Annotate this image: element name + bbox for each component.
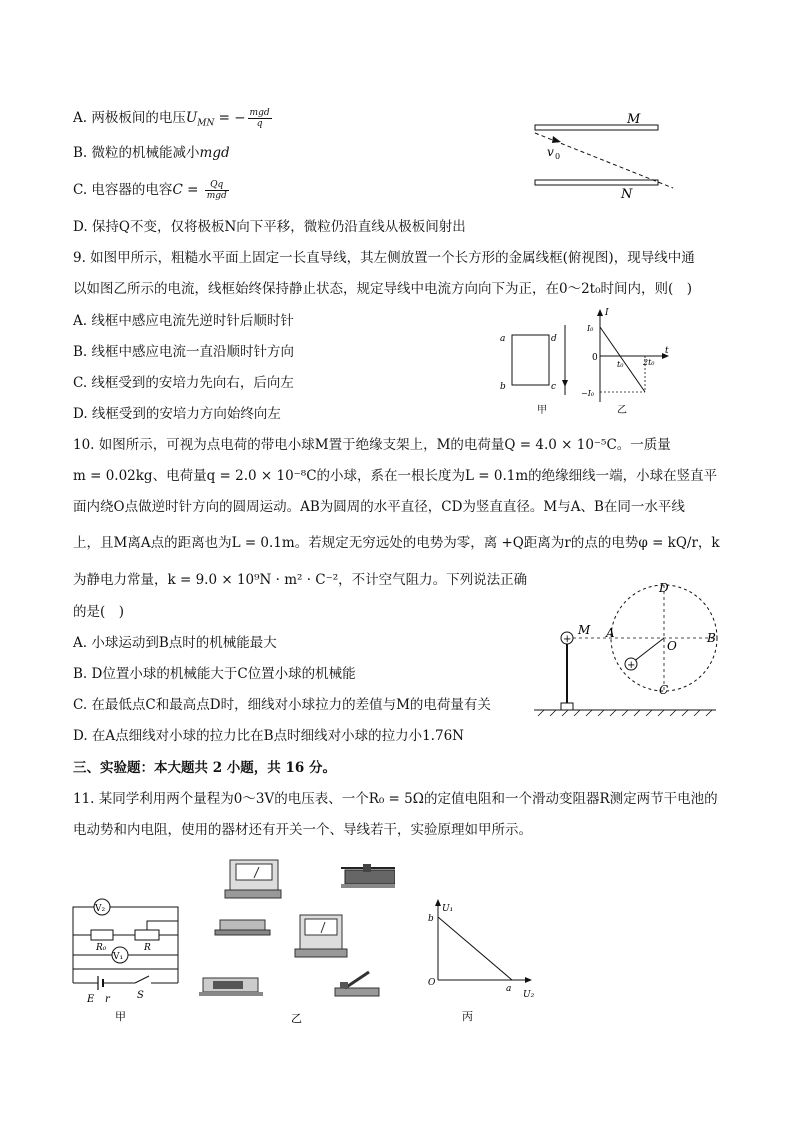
i-axis-arrow (597, 309, 603, 316)
label-neg-i0: −I₀ (581, 389, 595, 398)
plus-icon-ball: + (627, 660, 636, 671)
label-t: t (665, 346, 669, 356)
q8-option-a-sub: MN (197, 118, 215, 129)
label-v0-sub: 0 (555, 152, 561, 161)
q9-figure (495, 305, 680, 420)
q10-option-a: A. 小球运动到B点时的机械能最大 (73, 635, 277, 651)
label-yi: 乙 (291, 1012, 302, 1025)
stand-base (561, 703, 573, 710)
q11-line-1: 11. 某同学利用两个量程为0～3V的电压表、一个R₀ = 5Ω的定值电阻和一个滑动变阻器R测定两节干电池的 (73, 791, 718, 807)
q10-option-d: D. 在A点细线对小球的拉力比在B点时细线对小球的拉力小1.76N (73, 728, 464, 744)
q8-option-a-text: A. 两极板间的电压 (73, 110, 186, 126)
voltmeter-picture-1 (225, 860, 281, 898)
q10-option-b: B. D位置小球的机械能大于C位置小球的机械能 (73, 666, 356, 682)
q9-stem-2: 以如图乙所示的电流，线框始终保持静止状态，规定导线中电流方向向下为正，在0～2t₀时间内，则( ) (73, 281, 693, 297)
q9-stem-1: 9. 如图甲所示，粗糙水平面上固定一长直导线，其左侧放置一个长方形的金属线框(俯视图)，现导线中通 (73, 250, 695, 266)
label-r0: R₀ (96, 943, 107, 953)
label-origin: 0 (592, 353, 598, 363)
label-u1: U₁ (442, 904, 454, 914)
label-v1: V₁ (113, 952, 124, 962)
q8-option-b-expr: mgd (199, 145, 230, 161)
battery-holder-picture (199, 978, 263, 996)
label-yi: 乙 (617, 405, 627, 416)
label-d: d (551, 334, 557, 344)
equipment-figure (195, 850, 395, 1030)
switch-picture (335, 972, 379, 996)
q8-c-numerator: Qq (205, 180, 229, 191)
label-a: a (500, 334, 506, 344)
u1-axis-arrow (435, 899, 441, 906)
q9-option-a: A. 线框中感应电流先逆时针后顺时针 (73, 313, 294, 329)
q8-capacitor-figure (525, 108, 685, 198)
q10-option-c: C. 在最低点C和最高点D时，细线对小球拉力的差值与M的电荷量有关 (73, 697, 491, 713)
velocity-arrow (552, 136, 561, 143)
label-e: E (87, 994, 95, 1005)
q8-a-numerator: mgd (249, 108, 270, 118)
label-c: c (551, 382, 557, 392)
label-2t0: 2t₀ (643, 358, 655, 367)
q10-line-4: 上，且M离A点的距离也为L = 0.1m。若规定无穷远处的电势为零，离 +Q距离为r的点的电势φ = kQ/r，k (73, 535, 720, 551)
label-v2: V₂ (95, 904, 106, 914)
label-i: I (605, 308, 609, 318)
q8-option-a-eq: = − (214, 110, 246, 126)
rheostat-picture (341, 864, 395, 888)
label-u2: U₂ (523, 990, 535, 1000)
label-origin: O (428, 978, 436, 988)
label-jia: 甲 (115, 1010, 126, 1023)
label-n: N (621, 187, 633, 198)
q9-option-d: D. 线框受到的安培力方向始终向左 (73, 406, 281, 422)
slider-wire (147, 921, 178, 930)
label-i0: I₀ (587, 324, 594, 333)
q8-option-d: D. 保持Q不变，仅将极板N向下平移，微粒仍沿直线从极板间射出 (73, 219, 466, 235)
section-heading: 三、实验题：本大题共 2 小题，共 16 分。 (73, 760, 336, 776)
wire-frame (512, 335, 549, 385)
q11-line-2: 电动势和内电阻，使用的器材还有开关一个、导线若干，实验原理如甲所示。 (73, 822, 532, 838)
label-bing: 丙 (462, 1010, 473, 1023)
label-d: D (659, 581, 669, 595)
q8-option-c (73, 180, 231, 201)
resistor-picture (215, 920, 270, 935)
label-internal-r: r (105, 994, 110, 1005)
label-a: A (606, 626, 615, 640)
current-arrow (562, 380, 568, 387)
label-b: B (707, 631, 716, 645)
q8-option-c-fraction (205, 180, 229, 201)
label-a: a (506, 984, 512, 994)
label-v0: v (547, 145, 554, 159)
q10-figure (530, 578, 720, 718)
label-s: S (137, 990, 144, 1001)
q8-option-b-text: B. 微粒的机械能减小 (73, 145, 200, 161)
q10-line-2: m = 0.02kg、电荷量q = 2.0 × 10⁻⁸C的小球，系在一根长度为L = 0.1m的绝缘细线一端，小球在竖直平 (73, 468, 718, 484)
q10-line-5: 为静电力常量，k = 9.0 × 10⁹N · m² · C⁻²，不计空气阻力。下列说法正确 (73, 572, 528, 588)
q8-option-c-eq: = (182, 182, 203, 198)
rheostat-r (135, 930, 159, 940)
q8-option-c-symbol: C (172, 182, 183, 198)
q10-line-3: 面内绕O点做逆时针方向的圆周运动。AB为圆周的水平直径，CD为竖直直径。M与A、B在同一水平线 (73, 499, 685, 515)
resistor-r0 (91, 930, 113, 940)
graph-line (438, 917, 512, 980)
label-m: M (627, 112, 641, 127)
switch-s (135, 976, 149, 983)
label-o: O (667, 639, 677, 653)
q8-option-c-text: C. 电容器的电容 (73, 182, 173, 198)
ground-hatch (538, 710, 712, 716)
label-b: b (500, 382, 506, 392)
u2-axis-arrow (525, 977, 532, 983)
q9-option-b: B. 线框中感应电流一直沿顺时针方向 (73, 344, 295, 360)
label-m: M (578, 623, 591, 637)
q8-a-denominator: q (256, 119, 263, 129)
q8-c-denominator: mgd (206, 191, 227, 201)
label-t0: t₀ (617, 360, 624, 369)
q9-option-c: C. 线框受到的安培力先向右，后向左 (73, 375, 294, 391)
label-c: C (659, 683, 669, 697)
thread (633, 638, 664, 662)
q8-option-a-symbol: U (185, 110, 198, 126)
u1-u2-graph (420, 895, 540, 1025)
q10-line-1: 10. 如图所示，可视为点电荷的带电小球M置于绝缘支架上，M的电荷量Q = 4.0 × 10⁻⁵C。一质量 (73, 437, 671, 453)
label-r: R (144, 943, 151, 953)
voltmeter-picture-2 (295, 915, 347, 957)
label-jia: 甲 (537, 405, 547, 416)
label-b: b (428, 914, 434, 924)
circuit-diagram (65, 895, 190, 1025)
q8-option-a-fraction (248, 108, 272, 129)
q10-line-6: 的是( ) (73, 604, 125, 620)
q8-option-a (73, 108, 274, 134)
plate-n (535, 180, 658, 185)
plus-icon: + (563, 634, 572, 645)
q8-option-b (73, 143, 230, 163)
